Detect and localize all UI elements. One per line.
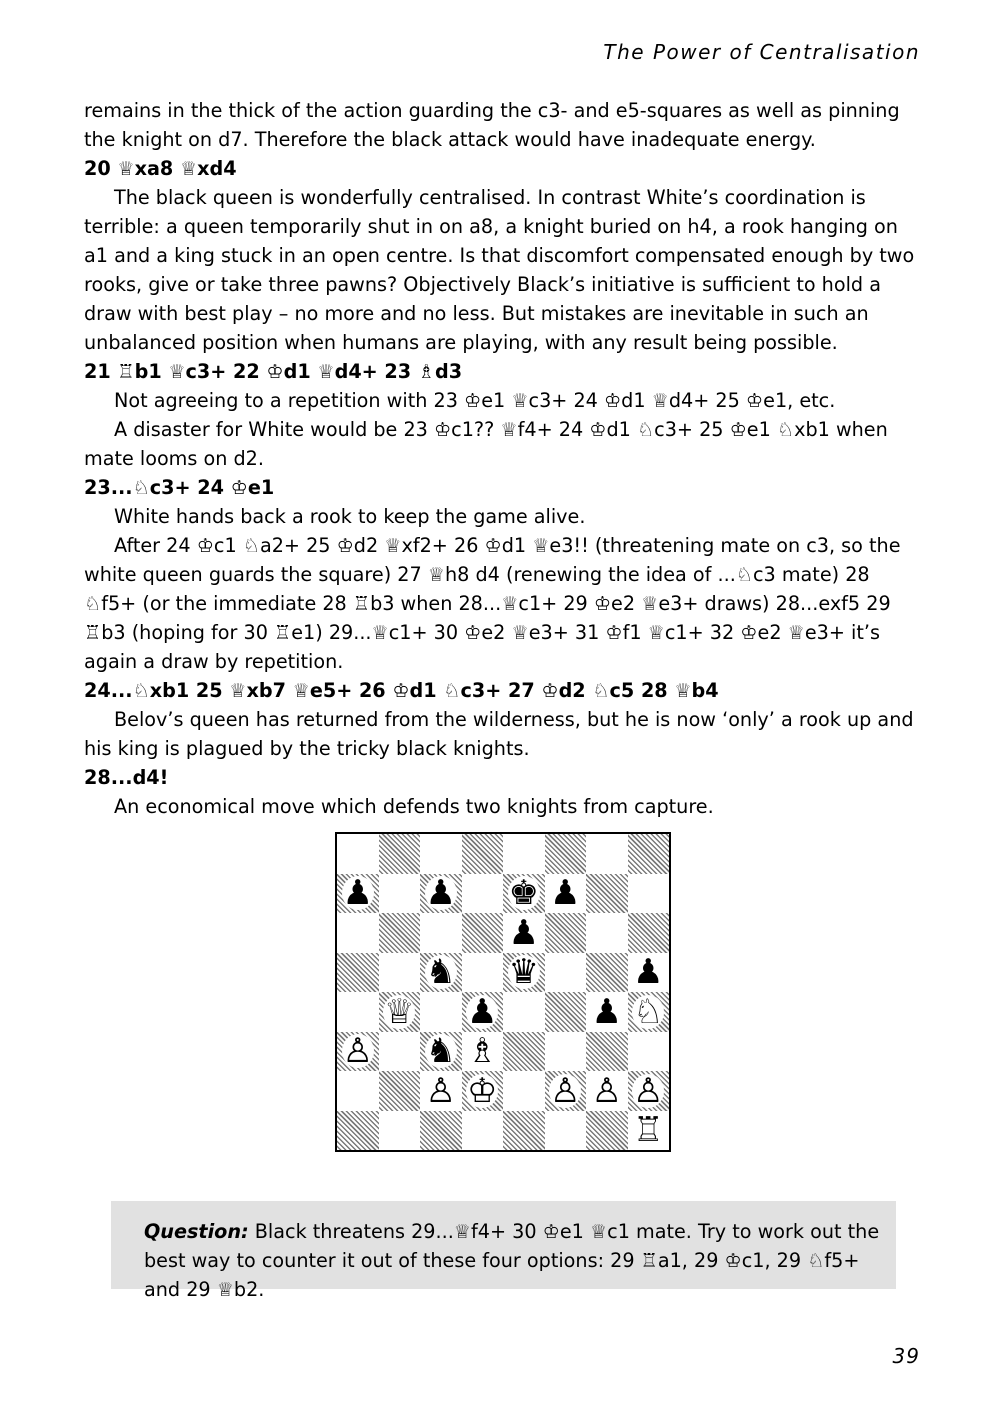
body-text	[84, 96, 920, 821]
square-b5	[379, 953, 421, 993]
square-a3	[337, 1032, 379, 1072]
square-d8	[462, 834, 504, 874]
black-pawn-icon: ♟	[425, 873, 456, 914]
question-text: Black threatens 29...♕f4+ 30 ♔e1 ♕c1 mate. Try to work out the best way to counter it out of these four options: 29 ♖a1, 29 ♔c1, 29 ♘f5+ and 29 ♕b2.	[144, 1220, 880, 1301]
square-d5	[462, 953, 504, 993]
move-line: 24...♘xb1 25 ♕xb7 ♕e5+ 26 ♔d1 ♘c3+ 27 ♔d2 ♘c5 28 ♕b4	[84, 679, 719, 702]
square-b1	[379, 1111, 421, 1151]
square-c8	[420, 834, 462, 874]
black-pawn-icon: ♟	[633, 952, 664, 993]
square-f3	[545, 1032, 587, 1072]
square-g1	[586, 1111, 628, 1151]
square-d7	[462, 874, 504, 914]
white-queen-icon: ♕	[384, 991, 415, 1032]
commentary-paragraph: A disaster for White would be 23 ♔c1?? ♕f4+ 24 ♔d1 ♘c3+ 25 ♔e1 ♘xb1 when mate looms on d2.	[84, 418, 888, 470]
square-b8	[379, 834, 421, 874]
square-h4	[628, 992, 670, 1032]
white-rook-icon: ♖	[633, 1110, 664, 1151]
white-king-icon: ♔	[467, 1070, 498, 1111]
square-e2	[503, 1071, 545, 1111]
square-b7	[379, 874, 421, 914]
square-f4	[545, 992, 587, 1032]
square-e4	[503, 992, 545, 1032]
square-d6	[462, 913, 504, 953]
square-b3	[379, 1032, 421, 1072]
square-h3	[628, 1032, 670, 1072]
move-line: 21 ♖b1 ♕c3+ 22 ♔d1 ♕d4+ 23 ♗d3	[84, 360, 463, 383]
commentary-paragraph: Not agreeing to a repetition with 23 ♔e1 ♕c3+ 24 ♔d1 ♕d4+ 25 ♔e1, etc.	[114, 389, 836, 412]
black-pawn-icon: ♟	[591, 991, 622, 1032]
square-h6	[628, 913, 670, 953]
square-c3	[420, 1032, 462, 1072]
black-knight-icon: ♞	[425, 952, 456, 993]
square-e7	[503, 874, 545, 914]
move-line: 28...d4!	[84, 766, 169, 789]
running-head: The Power of Centralisation	[603, 40, 920, 64]
square-h7	[628, 874, 670, 914]
square-h1	[628, 1111, 670, 1151]
square-d1	[462, 1111, 504, 1151]
question-label: Question:	[144, 1220, 249, 1243]
square-a1	[337, 1111, 379, 1151]
white-pawn-icon: ♙	[633, 1070, 664, 1111]
commentary-paragraph: After 24 ♔c1 ♘a2+ 25 ♔d2 ♕xf2+ 26 ♔d1 ♕e3!! (threatening mate on c3, so the white queen guards the square) 27 ♕h8 d4 (renewing the idea of ...♘c3 mate) 28 ♘f5+ (or the immediate 28 ♖b3 when 28...♕c1+ 29 ♔e2 ♕e3+ draws) 28...exf5 29 ♖b3 (hoping for 30 ♖e1) 29...♕c1+ 30 ♔e2 ♕e3+ 31 ♔f1 ♕c1+ 32 ♔e2 ♕e3+ it’s again a draw by repetition.	[84, 534, 901, 673]
black-knight-icon: ♞	[425, 1031, 456, 1072]
commentary-paragraph: The black queen is wonderfully centralised. In contrast White’s coordination is terrible: a queen temporarily shut in on a8, a knight buried on h4, a rook hanging on a1 and a king stuck in an open centre. Is that discomfort compensated enough by two rooks, give or take three pawns? Objectively Black’s initiative is sufficient to hold a draw with best play – no more and no less. But mistakes are inevitable in such an unbalanced position when humans are playing, with any result being possible.	[84, 186, 915, 354]
chess-diagram	[335, 832, 671, 1152]
square-a4	[337, 992, 379, 1032]
square-g2	[586, 1071, 628, 1111]
square-a7	[337, 874, 379, 914]
square-c7	[420, 874, 462, 914]
black-pawn-icon: ♟	[508, 912, 539, 953]
black-pawn-icon: ♟	[467, 991, 498, 1032]
white-pawn-icon: ♙	[342, 1031, 373, 1072]
square-g3	[586, 1032, 628, 1072]
square-b4	[379, 992, 421, 1032]
square-f1	[545, 1111, 587, 1151]
move-line: 20 ♕xa8 ♕xd4	[84, 157, 237, 180]
page-number: 39	[892, 1344, 920, 1368]
square-c4	[420, 992, 462, 1032]
white-pawn-icon: ♙	[591, 1070, 622, 1111]
square-d2	[462, 1071, 504, 1111]
square-b2	[379, 1071, 421, 1111]
black-queen-icon: ♛	[508, 952, 539, 993]
square-f2	[545, 1071, 587, 1111]
square-f7	[545, 874, 587, 914]
square-f6	[545, 913, 587, 953]
square-h8	[628, 834, 670, 874]
white-knight-icon: ♘	[633, 991, 664, 1032]
commentary-paragraph: Belov’s queen has returned from the wilderness, but he is now ‘only’ a rook up and his king is plagued by the tricky black knights.	[84, 708, 914, 760]
commentary-paragraph: An economical move which defends two knights from capture.	[114, 795, 714, 818]
square-a8	[337, 834, 379, 874]
square-c2	[420, 1071, 462, 1111]
square-g5	[586, 953, 628, 993]
black-king-icon: ♚	[508, 873, 539, 914]
commentary-paragraph: White hands back a rook to keep the game alive.	[114, 505, 586, 528]
question-box	[111, 1201, 896, 1301]
white-bishop-icon: ♗	[467, 1031, 498, 1072]
square-e1	[503, 1111, 545, 1151]
square-c6	[420, 913, 462, 953]
square-f5	[545, 953, 587, 993]
square-a6	[337, 913, 379, 953]
commentary-paragraph: remains in the thick of the action guarding the c3- and e5-squares as well as pinning the knight on d7. Therefore the black attack would have inadequate energy.	[84, 99, 900, 151]
square-e6	[503, 913, 545, 953]
square-a2	[337, 1071, 379, 1111]
square-c1	[420, 1111, 462, 1151]
square-h2	[628, 1071, 670, 1111]
square-h5	[628, 953, 670, 993]
square-b6	[379, 913, 421, 953]
square-f8	[545, 834, 587, 874]
square-e8	[503, 834, 545, 874]
square-d4	[462, 992, 504, 1032]
move-line: 23...♘c3+ 24 ♔e1	[84, 476, 275, 499]
square-e3	[503, 1032, 545, 1072]
white-pawn-icon: ♙	[425, 1070, 456, 1111]
square-c5	[420, 953, 462, 993]
black-pawn-icon: ♟	[342, 873, 373, 914]
square-e5	[503, 953, 545, 993]
square-a5	[337, 953, 379, 993]
square-g4	[586, 992, 628, 1032]
square-g6	[586, 913, 628, 953]
white-pawn-icon: ♙	[550, 1070, 581, 1111]
square-d3	[462, 1032, 504, 1072]
square-g8	[586, 834, 628, 874]
square-g7	[586, 874, 628, 914]
black-pawn-icon: ♟	[550, 873, 581, 914]
